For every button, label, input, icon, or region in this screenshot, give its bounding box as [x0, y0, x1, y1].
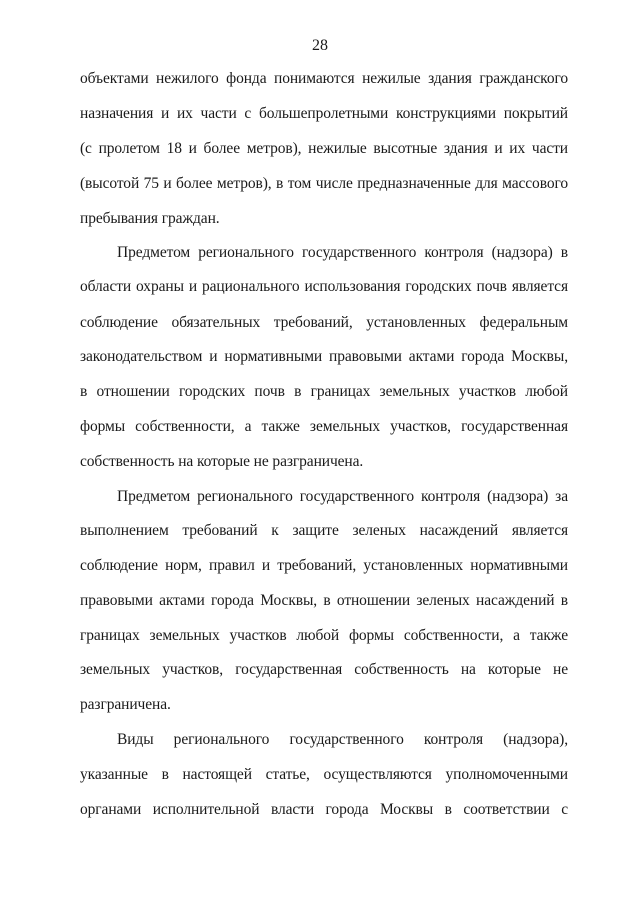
- text-line: объектами нежилого фонда понимаются нежилые здания гражданского: [80, 70, 568, 87]
- text-line: соблюдение обязательных требований, установленных федеральным: [80, 314, 568, 331]
- text-line: в отношении городских почв в границах земельных участков любой: [80, 383, 568, 400]
- paragraph-first-line: Предметом регионального государственного контроля (надзора) за: [117, 488, 568, 505]
- text-line: границах земельных участков любой формы собственности, а также: [80, 627, 568, 644]
- text-line: назначения и их части с большепролетными конструкциями покрытий: [80, 105, 568, 122]
- text-line: выполнением требований к защите зеленых насаждений является: [80, 522, 568, 539]
- text-line: законодательством и нормативными правовыми актами города Москвы,: [80, 348, 568, 365]
- text-line: разграничена.: [80, 696, 171, 713]
- text-line: (высотой 75 и более метров), в том числе предназначенные для массового: [80, 175, 568, 192]
- paragraph-first-line: Виды регионального государственного контроля (надзора),: [117, 731, 568, 748]
- text-line: области охраны и рационального использования городских почв является: [80, 278, 568, 295]
- text-line: (с пролетом 18 и более метров), нежилые высотные здания и их части: [80, 140, 568, 157]
- text-line: правовыми актами города Москвы, в отношении зеленых насаждений в: [80, 592, 568, 609]
- text-line: соблюдение норм, правил и требований, установленных нормативными: [80, 557, 568, 574]
- page-number: 28: [312, 37, 328, 54]
- paragraph-first-line: Предметом регионального государственного контроля (надзора) в: [117, 244, 568, 261]
- text-line: органами исполнительной власти города Москвы в соответствии с: [80, 801, 568, 818]
- text-line: собственность на которые не разграничена.: [80, 453, 364, 470]
- text-line: земельных участков, государственная собственность на которые не: [80, 661, 568, 678]
- text-line: указанные в настоящей статье, осуществляются уполномоченными: [80, 766, 568, 783]
- text-line: пребывания граждан.: [80, 210, 220, 227]
- text-line: формы собственности, а также земельных участков, государственная: [80, 418, 568, 435]
